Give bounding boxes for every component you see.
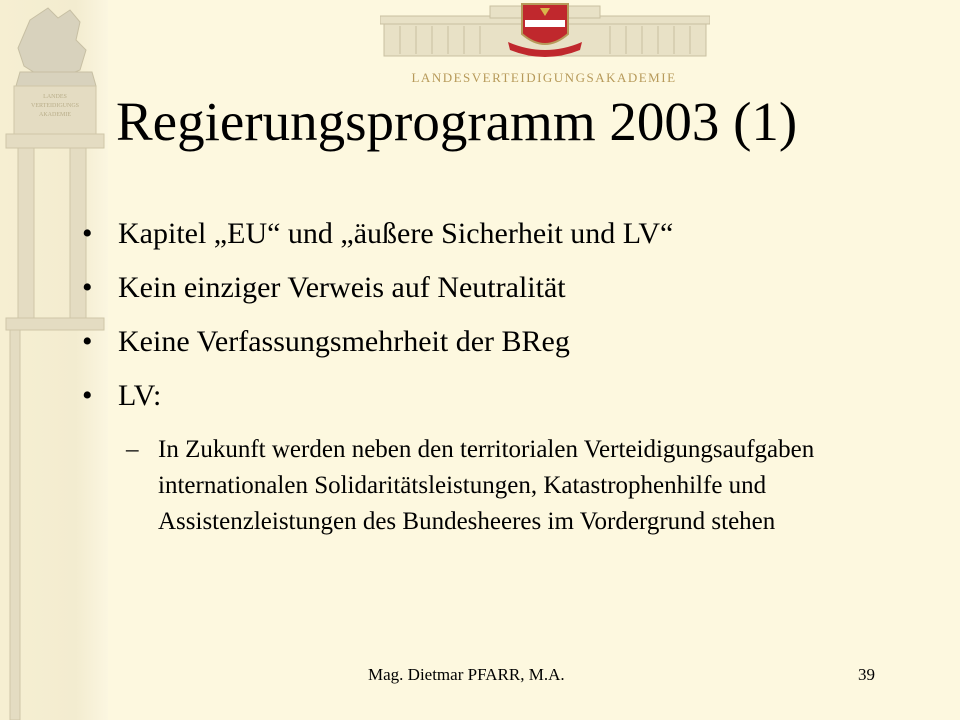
footer-author: Mag. Dietmar PFARR, M.A. [368, 665, 565, 684]
svg-text:VERTEIDIGUNGS: VERTEIDIGUNGS [31, 103, 79, 109]
academy-name: LANDESVERTEIDIGUNGSAKADEMIE [411, 70, 677, 85]
bullet-item [82, 324, 902, 360]
bullet-marker: • [82, 271, 93, 304]
bullet-marker: • [82, 379, 93, 412]
bullet-marker: • [82, 325, 93, 358]
slide-title: Regierungsprogramm 2003 (1) [116, 91, 798, 152]
bullet-item [82, 270, 902, 306]
svg-text:AKADEMIE: AKADEMIE [39, 112, 71, 118]
bullet-text: Kein einziger Verweis auf Neutralität [118, 271, 566, 304]
bullet-text: Keine Verfassungsmehrheit der BReg [118, 325, 570, 358]
bullet-text: Kapitel „EU“ und „äußere Sicherheit und LV“ [118, 217, 674, 250]
academy-building-emblem [380, 2, 710, 60]
svg-text:LANDES: LANDES [43, 94, 67, 100]
sub-bullet-marker: – [126, 436, 139, 463]
bullet-marker: • [82, 217, 93, 250]
page-number: 39 [858, 665, 875, 684]
bullet-item [82, 378, 902, 414]
sub-bullet-item [126, 432, 876, 540]
sub-bullet-text: In Zukunft werden neben den territorialen Verteidigungsaufgaben internationalen Solidaritätsleistungen, Katastrophenhilfe und Assistenzleistungen des Bundesheeres im Vordergrund stehen [158, 436, 815, 535]
bullet-item [82, 216, 902, 252]
bullet-list [82, 216, 902, 432]
bullet-text: LV: [118, 379, 162, 412]
